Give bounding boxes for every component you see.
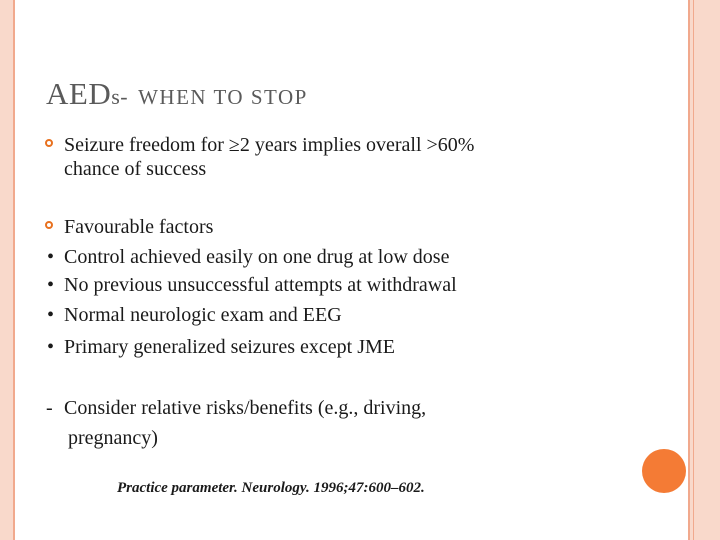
bullet-text <box>64 133 474 181</box>
bullet-text: Primary generalized seizures except JME <box>64 336 395 358</box>
bullet-line: chance of success <box>64 158 207 180</box>
bullet-line: Consider relative risks/benefits (e.g., driving, <box>64 397 427 419</box>
bullet-text: Control achieved easily on one drug at low dose <box>64 246 450 268</box>
circle-bullet-icon <box>45 221 53 229</box>
circle-bullet-icon <box>45 139 53 147</box>
reference-citation: Practice parameter. Neurology. 1996;47:600–602. <box>117 480 425 496</box>
title-main: AED <box>46 76 112 111</box>
slide-title <box>46 76 308 112</box>
left-border-line <box>13 0 15 540</box>
title-subtitle: WHEN TO STOP <box>138 85 308 109</box>
dash-bullet-icon: - <box>46 397 53 419</box>
decorative-orange-circle <box>642 449 686 493</box>
dot-bullet-icon: • <box>47 274 55 296</box>
right-border-line-thin <box>693 0 694 540</box>
bullet-text: No previous unsuccessful attempts at withdrawal <box>64 274 457 296</box>
title-suffix: s- <box>111 84 129 109</box>
bullet-text: Favourable factors <box>64 216 214 238</box>
bullet-line: Seizure freedom for ≥2 years implies overall >60% <box>64 134 475 156</box>
bullet-text: Normal neurologic exam and EEG <box>64 304 342 326</box>
bullet-text <box>64 393 426 453</box>
dot-bullet-icon: • <box>47 304 55 326</box>
left-decorative-border <box>0 0 13 540</box>
right-decorative-border <box>690 0 720 540</box>
dot-bullet-icon: • <box>47 246 55 268</box>
dot-bullet-icon: • <box>47 336 55 358</box>
bullet-line: pregnancy) <box>68 427 158 449</box>
right-border-line <box>688 0 690 540</box>
